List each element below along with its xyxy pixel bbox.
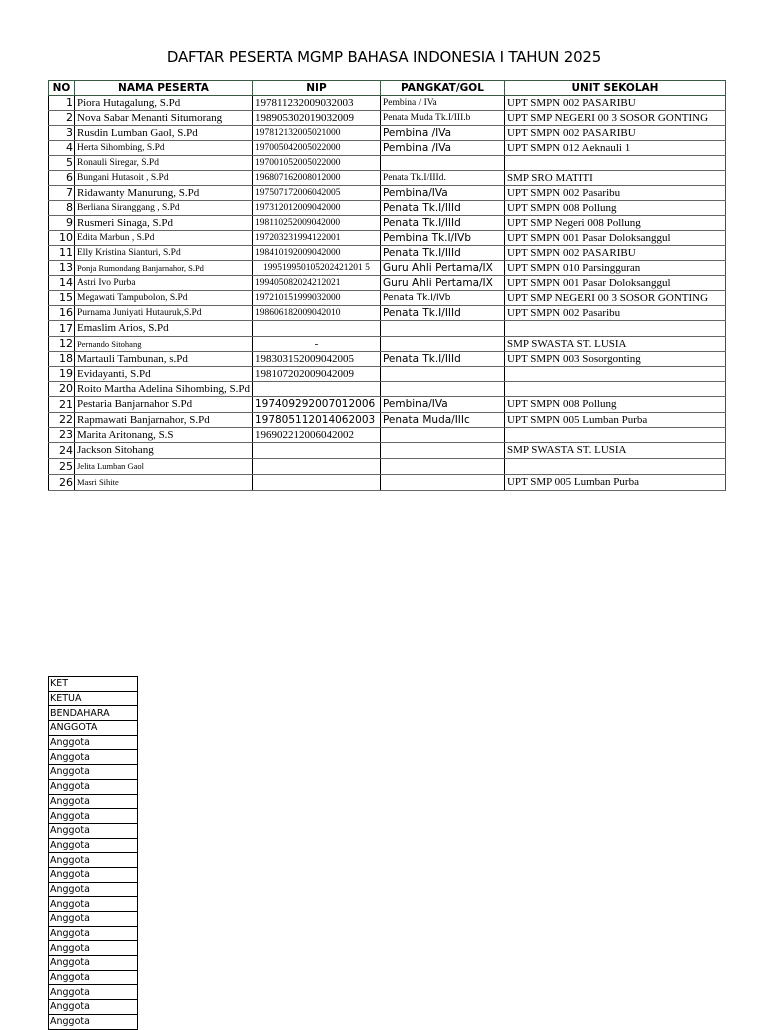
cell-nama: Astri Ivo Purba: [75, 276, 253, 291]
table-row: [49, 291, 726, 306]
ket-row: [49, 897, 138, 912]
table-row: [49, 216, 726, 231]
table-row: [49, 141, 726, 156]
cell-no: 14: [49, 276, 75, 291]
ket-cell: Anggota: [49, 941, 138, 956]
ket-cell: Anggota: [49, 794, 138, 809]
ket-row: [49, 867, 138, 882]
cell-unit: SMP SWASTA ST. LUSIA: [504, 443, 725, 459]
cell-unit: UPT SMPN 003 Sosorgonting: [504, 352, 725, 367]
cell-pangkat: [380, 367, 504, 382]
table-row: [49, 126, 726, 141]
cell-no: 4: [49, 141, 75, 156]
ket-row: [49, 750, 138, 765]
table-row: [49, 261, 726, 276]
ket-cell: Anggota: [49, 765, 138, 780]
cell-unit: UPT SMP 005 Lumban Purba: [504, 475, 725, 491]
cell-no: 18: [49, 352, 75, 367]
table-row: [49, 306, 726, 321]
ket-row: [49, 706, 138, 721]
cell-unit: [504, 428, 725, 443]
cell-unit: SMP SRO MATITI: [504, 171, 725, 186]
cell-unit: UPT SMPN 001 Pasar Doloksanggul: [504, 231, 725, 246]
cell-nip: 199405082024212021: [252, 276, 380, 291]
cell-no: 20: [49, 382, 75, 397]
table-row: [49, 397, 726, 413]
ket-row: [49, 1014, 138, 1029]
ket-row: [49, 912, 138, 927]
cell-unit: UPT SMPN 002 Pasaribu: [504, 186, 725, 201]
cell-pangkat: Pembina/IVa: [380, 397, 504, 413]
ket-cell: Anggota: [49, 956, 138, 971]
table-row: [49, 231, 726, 246]
cell-pangkat: [380, 382, 504, 397]
ket-cell: Anggota: [49, 838, 138, 853]
ket-row: [49, 677, 138, 692]
cell-nama: Martauli Tambunan, s.Pd: [75, 352, 253, 367]
cell-pangkat: Penata Tk.I/IIId: [380, 352, 504, 367]
cell-unit: [504, 321, 725, 337]
cell-nama: Edita Marbun , S.Pd: [75, 231, 253, 246]
ket-cell: Anggota: [49, 750, 138, 765]
table-row: [49, 276, 726, 291]
cell-nama: Rusmeri Sinaga, S.Pd: [75, 216, 253, 231]
cell-no: 12: [49, 337, 75, 352]
cell-nip: 197312012009042000: [252, 201, 380, 216]
cell-nip: 197005042005022000: [252, 141, 380, 156]
cell-no: 11: [49, 246, 75, 261]
cell-pangkat: [380, 321, 504, 337]
cell-unit: UPT SMPN 002 Pasaribu: [504, 306, 725, 321]
ket-row: [49, 1000, 138, 1015]
ket-row: [49, 838, 138, 853]
cell-nama: Bungani Hutasoit , S.Pd: [75, 171, 253, 186]
cell-nip: 197805112014062003: [252, 413, 380, 428]
header-nama-peserta: NAMA PESERTA: [75, 81, 253, 96]
ket-row: [49, 941, 138, 956]
cell-unit: [504, 367, 725, 382]
cell-unit: UPT SMPN 002 PASARIBU: [504, 246, 725, 261]
ket-row: [49, 823, 138, 838]
cell-no: 2: [49, 111, 75, 126]
cell-nip: 197409292007012006: [252, 397, 380, 413]
cell-nip: [252, 321, 380, 337]
table-row: [49, 201, 726, 216]
cell-nip: 197203231994122001: [252, 231, 380, 246]
cell-no: 15: [49, 291, 75, 306]
participant-table: [48, 80, 726, 491]
ket-cell: Anggota: [49, 985, 138, 1000]
cell-unit: [504, 459, 725, 475]
cell-nama: Jelita Lumban Gaol: [75, 459, 253, 475]
cell-nip: 198303152009042005: [252, 352, 380, 367]
ket-row: [49, 735, 138, 750]
cell-no: 24: [49, 443, 75, 459]
cell-nama: Evidayanti, S.Pd: [75, 367, 253, 382]
ket-cell: Anggota: [49, 823, 138, 838]
ket-cell: Anggota: [49, 897, 138, 912]
cell-no: 10: [49, 231, 75, 246]
ket-row: [49, 970, 138, 985]
ket-cell: KETUA: [49, 691, 138, 706]
ket-cell: Anggota: [49, 912, 138, 927]
cell-unit: UPT SMP NEGERI 00 3 SOSOR GONTING: [504, 291, 725, 306]
ket-cell: Anggota: [49, 1000, 138, 1015]
table-row: [49, 413, 726, 428]
cell-no: 7: [49, 186, 75, 201]
cell-no: 5: [49, 156, 75, 171]
cell-nama: Pernando Sitohang: [75, 337, 253, 352]
table-header-row: [49, 81, 726, 96]
cell-unit: UPT SMPN 012 Aeknauli 1: [504, 141, 725, 156]
cell-unit: UPT SMP NEGERI 00 3 SOSOR GONTING: [504, 111, 725, 126]
cell-nip: 196902212006042002: [252, 428, 380, 443]
cell-nama: Purnama Juniyati Hutauruk,S.Pd: [75, 306, 253, 321]
ket-row: [49, 779, 138, 794]
ket-row: [49, 721, 138, 736]
cell-no: 8: [49, 201, 75, 216]
cell-nama: Piora Hutagalung, S.Pd: [75, 96, 253, 111]
ket-cell: Anggota: [49, 970, 138, 985]
ket-row: [49, 809, 138, 824]
ket-cell: Anggota: [49, 853, 138, 868]
header-pangkat-gol: PANGKAT/GOL: [380, 81, 504, 96]
header-no: NO: [49, 81, 75, 96]
ket-cell: Anggota: [49, 809, 138, 824]
ket-cell: BENDAHARA: [49, 706, 138, 721]
cell-nip: [252, 443, 380, 459]
cell-pangkat: Pembina/IVa: [380, 186, 504, 201]
table-row: [49, 428, 726, 443]
cell-nama: Elly Kristina Sianturi, S.Pd: [75, 246, 253, 261]
ket-row: [49, 956, 138, 971]
cell-nip: [252, 459, 380, 475]
ket-row: [49, 882, 138, 897]
cell-pangkat: Guru Ahli Pertama/IX: [380, 261, 504, 276]
ket-row: [49, 853, 138, 868]
cell-unit: UPT SMPN 008 Pollung: [504, 397, 725, 413]
table-row: [49, 367, 726, 382]
cell-nama: Megawati Tampubolon, S.Pd: [75, 291, 253, 306]
cell-nama: Ponja Rumondang Banjarnahor, S.Pd: [75, 261, 253, 276]
table-row: [49, 382, 726, 397]
cell-nama: Ridawanty Manurung, S.Pd: [75, 186, 253, 201]
cell-pangkat: Pembina /IVa: [380, 126, 504, 141]
cell-nip: 197812132005021000: [252, 126, 380, 141]
cell-pangkat: Guru Ahli Pertama/IX: [380, 276, 504, 291]
cell-pangkat: Penata Tk.I/IIId: [380, 246, 504, 261]
cell-nip: [252, 475, 380, 491]
cell-no: 6: [49, 171, 75, 186]
cell-unit: UPT SMPN 002 PASARIBU: [504, 126, 725, 141]
cell-nip: 198110252009042000: [252, 216, 380, 231]
table-row: [49, 352, 726, 367]
cell-nip: [252, 382, 380, 397]
cell-no: 1: [49, 96, 75, 111]
cell-pangkat: Penata Tk.I/IVb: [380, 291, 504, 306]
cell-no: 13: [49, 261, 75, 276]
cell-no: 25: [49, 459, 75, 475]
table-row: [49, 156, 726, 171]
cell-nama: Ronauli Siregar, S.Pd: [75, 156, 253, 171]
ket-cell: Anggota: [49, 735, 138, 750]
cell-nip: -: [252, 337, 380, 352]
table-row: [49, 186, 726, 201]
cell-nip: 197507172006042005: [252, 186, 380, 201]
cell-nama: Nova Sabar Menanti Situmorang: [75, 111, 253, 126]
cell-nama: Pestaria Banjarnahor S.Pd: [75, 397, 253, 413]
cell-nama: Herta Sihombing, S.Pd: [75, 141, 253, 156]
cell-no: 26: [49, 475, 75, 491]
cell-pangkat: Pembina Tk.I/IVb: [380, 231, 504, 246]
cell-nip: 196807162008012000: [252, 171, 380, 186]
page-title: DAFTAR PESERTA MGMP BAHASA INDONESIA I TAHUN 2025: [166, 48, 602, 66]
cell-unit: [504, 156, 725, 171]
cell-unit: SMP SWASTA ST. LUSIA: [504, 337, 725, 352]
ket-cell: Anggota: [49, 926, 138, 941]
cell-nama: Rusdin Lumban Gaol, S.Pd: [75, 126, 253, 141]
cell-no: 22: [49, 413, 75, 428]
cell-pangkat: [380, 156, 504, 171]
ket-table: [48, 676, 138, 1030]
cell-no: 9: [49, 216, 75, 231]
cell-nip: 197001052005022000: [252, 156, 380, 171]
ket-cell: Anggota: [49, 779, 138, 794]
cell-no: 23: [49, 428, 75, 443]
cell-no: 21: [49, 397, 75, 413]
cell-nama: Berliana Siranggang , S.Pd: [75, 201, 253, 216]
cell-unit: UPT SMPN 001 Pasar Doloksanggul: [504, 276, 725, 291]
ket-cell: Anggota: [49, 1014, 138, 1029]
cell-nama: Rapmawati Banjarnahor, S.Pd: [75, 413, 253, 428]
table-row: [49, 337, 726, 352]
cell-pangkat: Penata Muda/IIIc: [380, 413, 504, 428]
header-unit-sekolah: UNIT SEKOLAH: [504, 81, 725, 96]
cell-pangkat: Penata Tk.I/IIId: [380, 201, 504, 216]
cell-pangkat: [380, 443, 504, 459]
ket-cell: Anggota: [49, 867, 138, 882]
table-row: [49, 321, 726, 337]
cell-pangkat: Pembina /IVa: [380, 141, 504, 156]
cell-no: 16: [49, 306, 75, 321]
cell-nip: 198606182009042010: [252, 306, 380, 321]
cell-nama: Marita Aritonang, S.S: [75, 428, 253, 443]
ket-header: KET: [49, 677, 138, 692]
cell-no: 17: [49, 321, 75, 337]
cell-pangkat: Penata Muda Tk.I/III.b: [380, 111, 504, 126]
table-row: [49, 96, 726, 111]
cell-pangkat: Pembina / IVa: [380, 96, 504, 111]
cell-unit: UPT SMPN 005 Lumban Purba: [504, 413, 725, 428]
table-row: [49, 459, 726, 475]
cell-nama: Masri Sihite: [75, 475, 253, 491]
cell-unit: UPT SMPN 002 PASARIBU: [504, 96, 725, 111]
cell-pangkat: [380, 428, 504, 443]
cell-nama: Roito Martha Adelina Sihombing, S.Pd: [75, 382, 253, 397]
table-row: [49, 171, 726, 186]
table-row: [49, 111, 726, 126]
ket-row: [49, 794, 138, 809]
cell-unit: UPT SMPN 010 Parsingguran: [504, 261, 725, 276]
ket-row: [49, 765, 138, 780]
ket-row: [49, 985, 138, 1000]
cell-no: 3: [49, 126, 75, 141]
cell-nip: 198905302019032009: [252, 111, 380, 126]
cell-nip: 199519950105202421201 5: [252, 261, 380, 276]
cell-no: 19: [49, 367, 75, 382]
cell-nip: 198107202009042009: [252, 367, 380, 382]
table-row: [49, 443, 726, 459]
table-row: [49, 475, 726, 491]
cell-nip: 197811232009032003: [252, 96, 380, 111]
ket-row: [49, 926, 138, 941]
ket-cell: ANGGOTA: [49, 721, 138, 736]
table-row: [49, 246, 726, 261]
cell-pangkat: Penata Tk.I/IIId: [380, 216, 504, 231]
cell-unit: [504, 382, 725, 397]
cell-pangkat: Penata Tk.I/IIId: [380, 306, 504, 321]
ket-cell: Anggota: [49, 882, 138, 897]
cell-nip: 197210151999032000: [252, 291, 380, 306]
cell-nama: Jackson Sitohang: [75, 443, 253, 459]
ket-row: [49, 691, 138, 706]
cell-pangkat: Penata Tk.I/IIId.: [380, 171, 504, 186]
cell-unit: UPT SMP Negeri 008 Pollung: [504, 216, 725, 231]
cell-unit: UPT SMPN 008 Pollung: [504, 201, 725, 216]
cell-nama: Emaslim Arios, S.Pd: [75, 321, 253, 337]
cell-pangkat: [380, 459, 504, 475]
cell-pangkat: [380, 337, 504, 352]
header-nip: NIP: [252, 81, 380, 96]
cell-pangkat: [380, 475, 504, 491]
cell-nip: 198410192009042000: [252, 246, 380, 261]
